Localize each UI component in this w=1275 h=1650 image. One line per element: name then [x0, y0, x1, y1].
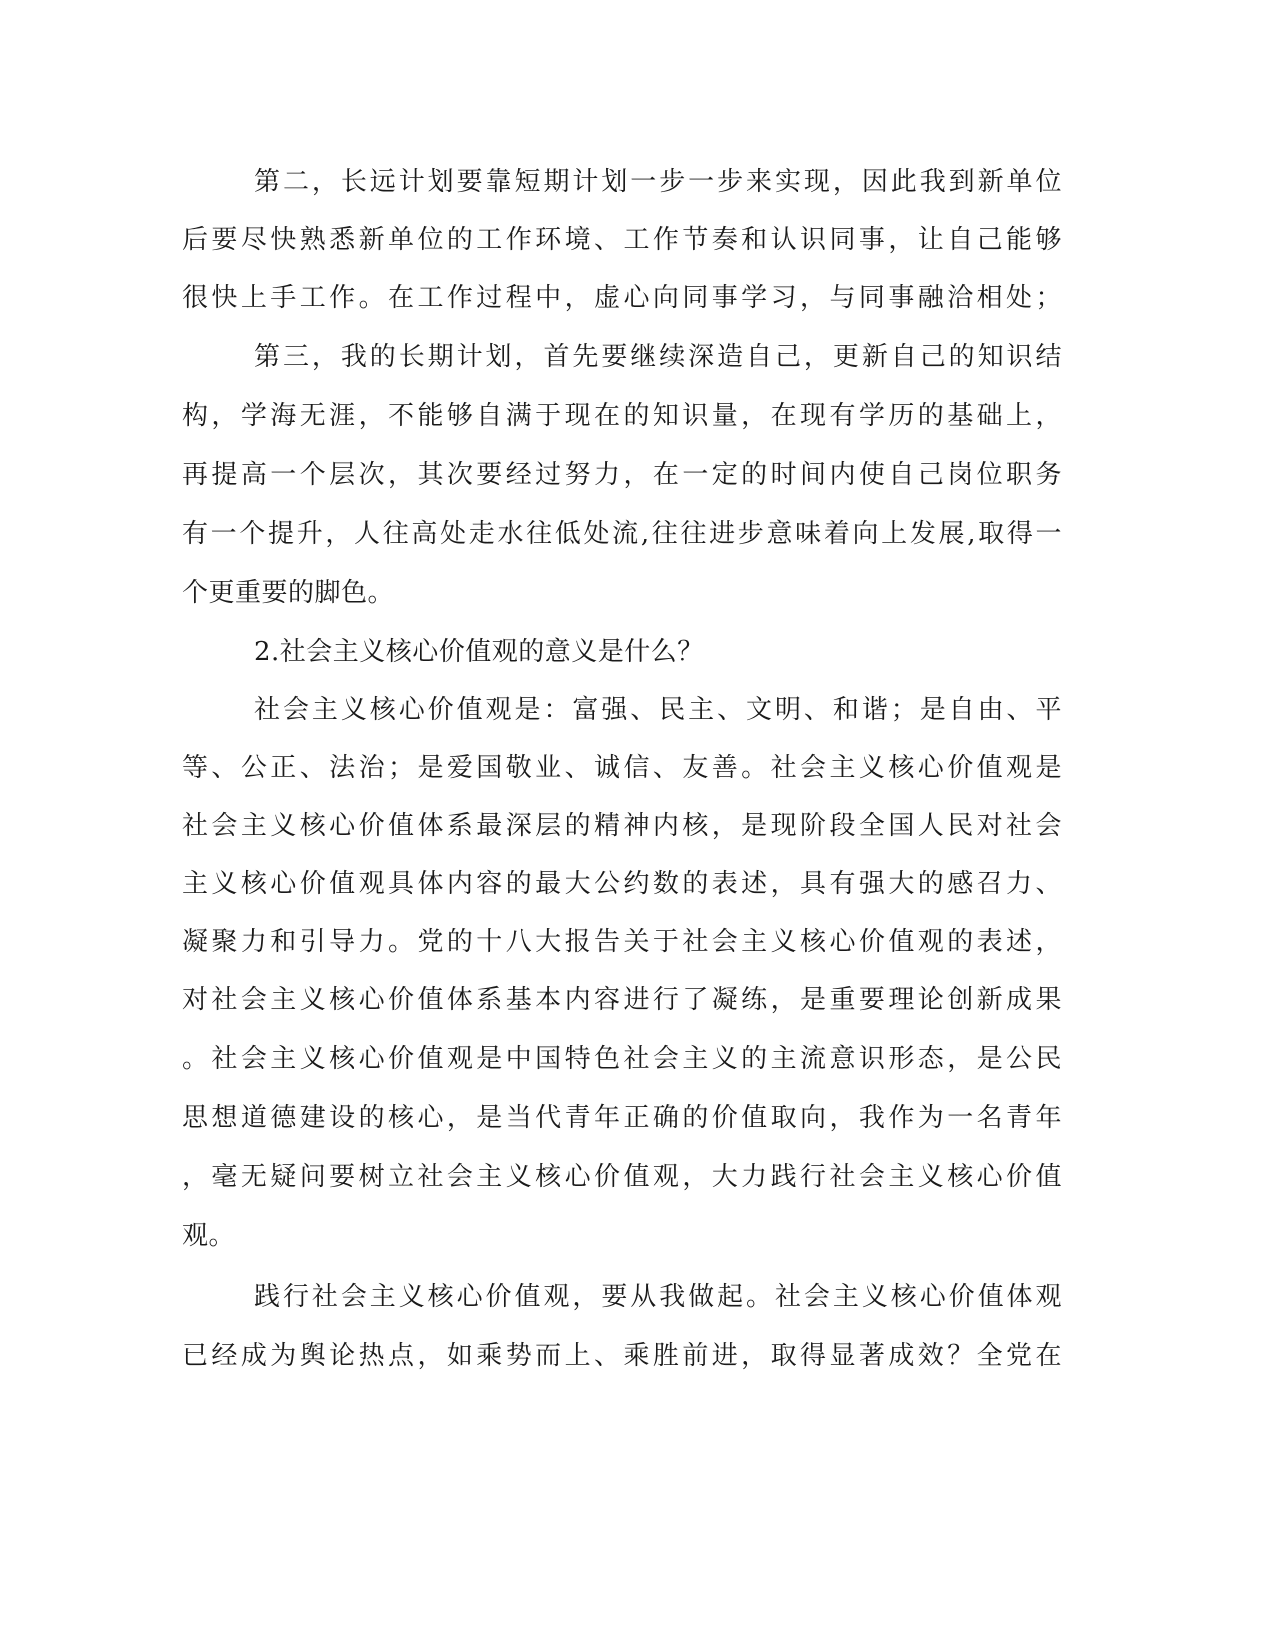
- paragraph-line: ，毫无疑问要树立社会主义核心价值观，大力践行社会主义核心价值: [182, 1162, 1062, 1192]
- section-heading: 2.社会主义核心价值观的意义是什么？: [254, 637, 704, 667]
- paragraph-line: 个更重要的脚色。: [182, 578, 395, 608]
- paragraph-line: 很快上手工作。在工作过程中，虚心向同事学习，与同事融洽相处；: [182, 283, 1062, 313]
- paragraph-line: 第二，长远计划要靠短期计划一步一步来实现，因此我到新单位: [254, 167, 1062, 197]
- paragraph-line: 观。: [182, 1221, 236, 1251]
- paragraph-line: 凝聚力和引导力。党的十八大报告关于社会主义核心价值观的表述，: [182, 927, 1062, 957]
- paragraph-line: 对社会主义核心价值体系基本内容进行了凝练，是重要理论创新成果: [182, 985, 1062, 1015]
- paragraph-line: 。社会主义核心价值观是中国特色社会主义的主流意识形态，是公民: [182, 1044, 1062, 1074]
- paragraph-line: 等、公正、法治；是爱国敬业、诚信、友善。社会主义核心价值观是: [182, 753, 1062, 783]
- paragraph-line: 思想道德建设的核心，是当代青年正确的价值取向，我作为一名青年: [182, 1103, 1062, 1133]
- paragraph-line: 有一个提升，人往高处走水往低处流,往往进步意味着向上发展,取得一: [182, 519, 1062, 549]
- paragraph-line: 再提高一个层次，其次要经过努力，在一定的时间内使自己岗位职务: [182, 460, 1062, 490]
- paragraph-line: 构，学海无涯，不能够自满于现在的知识量，在现有学历的基础上，: [182, 401, 1062, 431]
- paragraph-line: 已经成为舆论热点，如乘势而上、乘胜前进，取得显著成效？全党在: [182, 1341, 1062, 1371]
- paragraph-line: 社会主义核心价值体系最深层的精神内核，是现阶段全国人民对社会: [182, 811, 1062, 841]
- paragraph-line: 后要尽快熟悉新单位的工作环境、工作节奏和认识同事，让自己能够: [182, 225, 1062, 255]
- paragraph-line: 第三，我的长期计划，首先要继续深造自己，更新自己的知识结: [254, 342, 1062, 372]
- paragraph-line: 践行社会主义核心价值观，要从我做起。社会主义核心价值体观: [254, 1282, 1062, 1312]
- paragraph-line: 社会主义核心价值观是：富强、民主、文明、和谐；是自由、平: [254, 695, 1062, 725]
- paragraph-line: 主义核心价值观具体内容的最大公约数的表述，具有强大的感召力、: [182, 869, 1062, 899]
